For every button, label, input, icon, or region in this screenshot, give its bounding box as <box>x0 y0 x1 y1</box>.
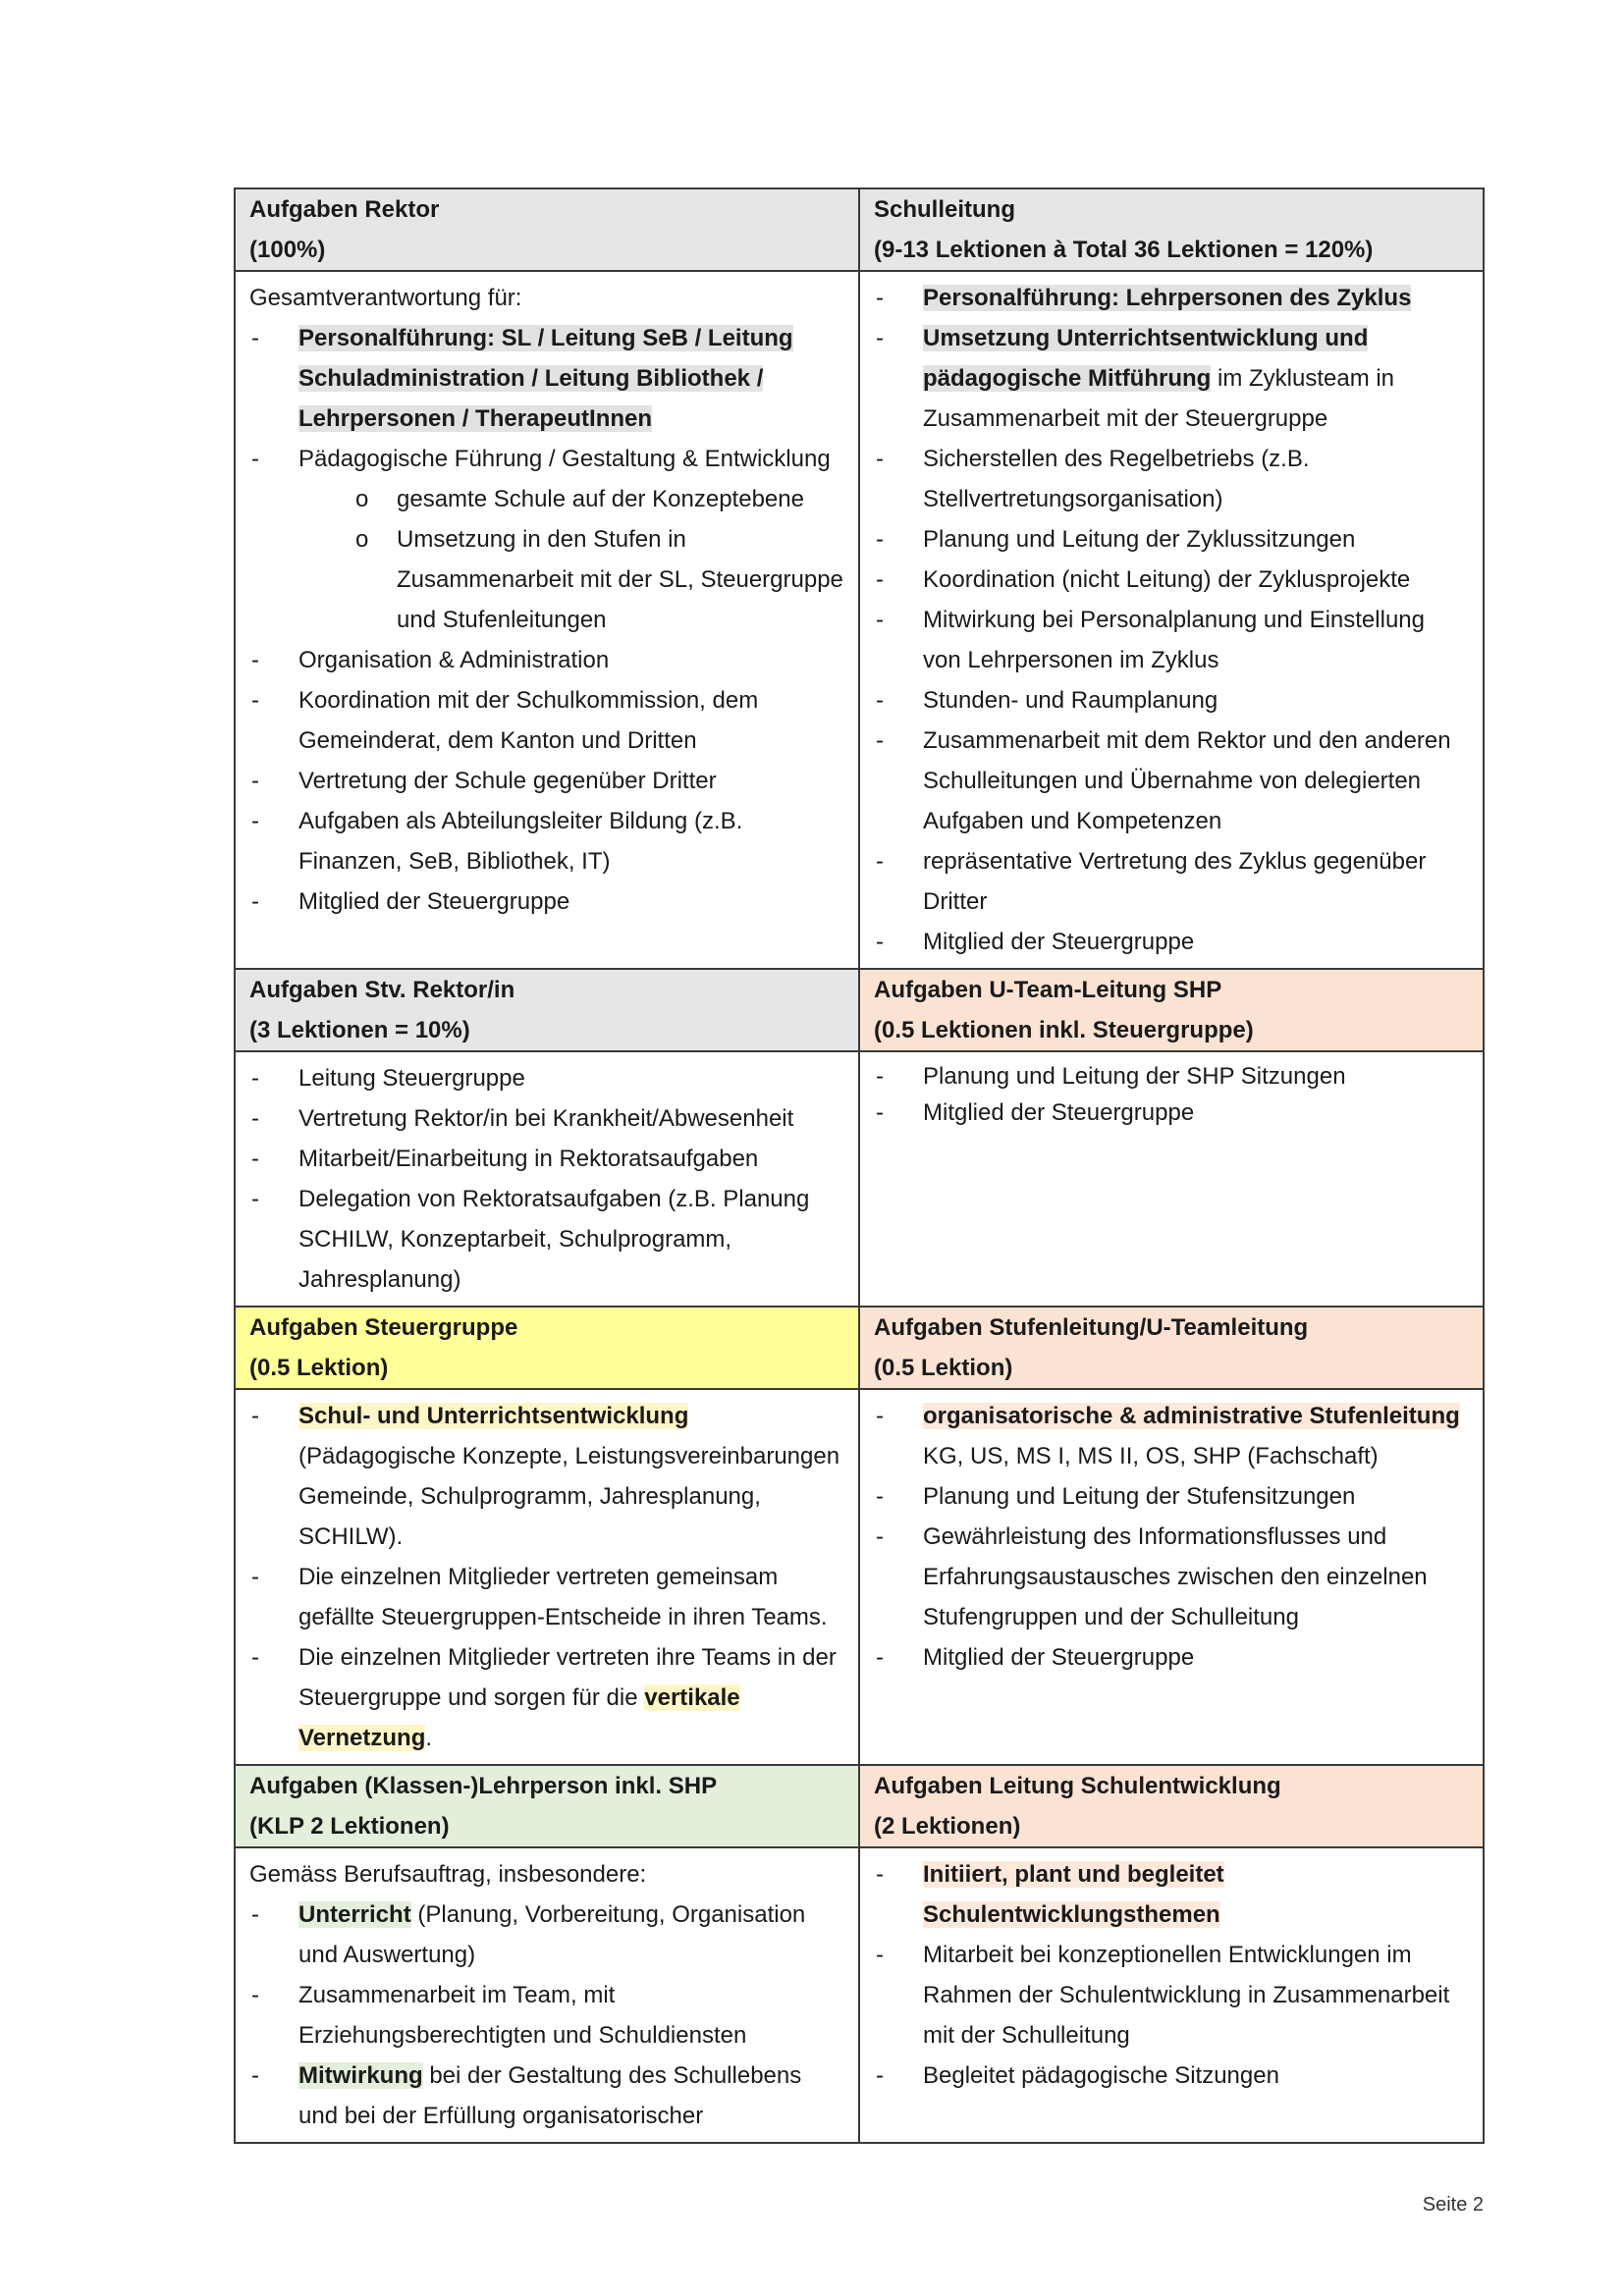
sub-list-item <box>298 479 844 519</box>
list-item <box>249 1895 844 1975</box>
list-item <box>874 680 1469 721</box>
item-text: Zusammenarbeit im Team, mit Erziehungsberechtigten und Schuldiensten <box>298 1982 747 2049</box>
header-cell-stv-rektor <box>235 969 859 1051</box>
section-body-row <box>235 1847 1484 2143</box>
list-item <box>874 1935 1469 2056</box>
task-list <box>249 1396 844 1758</box>
item-text: (Planung, Vorbereitung, Organisation und Auswertung) <box>298 1901 806 1968</box>
list-item <box>249 801 844 881</box>
item-text: Stunden- und Raumplanung <box>923 687 1218 714</box>
highlight-text: Personalführung: Lehrpersonen des Zyklus <box>923 285 1412 311</box>
list-item <box>249 439 844 640</box>
item-text: (Pädagogische Konzepte, Leistungsvereinbarungen Gemeinde, Schulprogramm, Jahresplanung, SCHILW). <box>298 1443 840 1550</box>
highlight-text: Mitwirkung <box>298 2062 423 2089</box>
section-title: Aufgaben Steuergruppe <box>249 1314 518 1341</box>
section-subtitle: (KLP 2 Lektionen) <box>249 1813 450 1840</box>
header-cell-schulentwicklung <box>859 1765 1484 1847</box>
list-item <box>874 922 1469 962</box>
list-item <box>249 1058 844 1098</box>
item-text: Organisation & Administration <box>298 647 610 673</box>
task-list <box>874 1854 1469 2096</box>
section-title: Aufgaben (Klassen-)Lehrperson inkl. SHP <box>249 1773 718 1799</box>
list-item <box>249 1098 844 1139</box>
item-text: Zusammenarbeit mit dem Rektor und den anderen Schulleitungen und Übernahme von delegierten Aufgaben und Kompetenzen <box>923 727 1451 834</box>
list-item <box>249 2056 844 2136</box>
section-title: Aufgaben U-Team-Leitung SHP <box>874 977 1222 1003</box>
section-header-row <box>235 188 1484 271</box>
item-text: Mitglied der Steuergruppe <box>298 888 570 915</box>
section-header-row <box>235 1765 1484 1847</box>
body-cell-stv-rektor <box>235 1051 859 1307</box>
list-item <box>249 640 844 680</box>
highlight-text: organisatorische & administrative Stufenleitung <box>923 1403 1460 1429</box>
section-subtitle: (0.5 Lektionen inkl. Steuergruppe) <box>874 1017 1254 1043</box>
sub-item-text: Umsetzung in den Stufen in Zusammenarbeit mit der SL, Steuergruppe und Stufenleitungen <box>397 526 843 633</box>
highlight-text: Umsetzung Unterrichtsentwicklung und pädagogische Mitführung <box>923 325 1369 392</box>
section-title: Aufgaben Leitung Schulentwicklung <box>874 1773 1281 1799</box>
sub-item-text: gesamte Schule auf der Konzeptebene <box>397 486 804 512</box>
highlight-text: Schul- und Unterrichtsentwicklung <box>298 1403 689 1429</box>
list-item <box>249 1179 844 1300</box>
list-item <box>874 2056 1469 2096</box>
section-title: Aufgaben Stv. Rektor/in <box>249 977 515 1003</box>
highlight-text: vertikale Vernetzung <box>298 1684 740 1751</box>
item-text: Mitarbeit bei konzeptionellen Entwicklungen im Rahmen der Schulentwicklung in Zusammenarbeit mit der Schulleitung <box>923 1942 1450 2049</box>
list-item <box>874 721 1469 841</box>
item-text: Die einzelnen Mitglieder vertreten gemeinsam gefällte Steuergruppen-Entscheide in ihren Teams. <box>298 1564 828 1630</box>
list-item <box>249 318 844 439</box>
cell-intro: Gemäss Berufsauftrag, insbesondere: <box>249 1861 647 1888</box>
item-text: Vertretung der Schule gegenüber Dritter <box>298 768 717 794</box>
highlight-text: Unterricht <box>298 1901 411 1928</box>
item-text: Gewährleistung des Informationsflusses und Erfahrungsaustausches zwischen den einzelnen Stufengruppen und der Schulleitung <box>923 1523 1428 1630</box>
section-subtitle: (100%) <box>249 237 326 263</box>
item-text: Sicherstellen des Regelbetriebs (z.B. Stellvertretungsorganisation) <box>923 446 1310 512</box>
list-item <box>874 1476 1469 1517</box>
section-subtitle: (3 Lektionen = 10%) <box>249 1017 470 1043</box>
item-text: Begleitet pädagogische Sitzungen <box>923 2062 1279 2089</box>
sub-list <box>298 479 844 640</box>
body-cell-schulentwicklung <box>859 1847 1484 2143</box>
item-text: Planung und Leitung der Stufensitzungen <box>923 1483 1356 1510</box>
list-item <box>874 439 1469 519</box>
item-text: bei der Gestaltung des Schullebens und bei der Erfüllung organisatorischer <box>298 2062 802 2129</box>
list-item <box>874 318 1469 439</box>
list-item <box>249 1557 844 1637</box>
item-text: Vertretung Rektor/in bei Krankheit/Abwesenheit <box>298 1105 794 1132</box>
item-text: Mitwirkung bei Personalplanung und Einstellung von Lehrpersonen im Zyklus <box>923 607 1425 673</box>
section-subtitle: (0.5 Lektion) <box>249 1355 389 1381</box>
item-text: Aufgaben als Abteilungsleiter Bildung (z.B. Finanzen, SeB, Bibliothek, IT) <box>298 808 743 875</box>
highlight-text: Personalführung: SL / Leitung SeB / Leitung Schuladministration / Leitung Bibliothek / Lehrpersonen / TherapeutInnen <box>298 325 793 432</box>
list-item <box>249 1139 844 1179</box>
body-cell-lehrperson <box>235 1847 859 2143</box>
body-cell-stufenleitung <box>859 1389 1484 1765</box>
list-item <box>874 1396 1469 1476</box>
item-text: Leitung Steuergruppe <box>298 1065 525 1092</box>
roles-table <box>234 187 1485 2144</box>
task-list <box>249 1058 844 1300</box>
list-item <box>874 519 1469 560</box>
page-number: Seite 2 <box>1422 2194 1484 2216</box>
section-subtitle: (9-13 Lektionen à Total 36 Lektionen = 120%) <box>874 237 1374 263</box>
item-text: Planung und Leitung der Zyklussitzungen <box>923 526 1356 553</box>
header-cell-stufenleitung <box>859 1307 1484 1389</box>
list-item <box>249 761 844 801</box>
item-text-tail: . <box>425 1725 433 1751</box>
item-text: Planung und Leitung der SHP Sitzungen <box>923 1063 1346 1090</box>
sub-list-item <box>298 519 844 640</box>
list-item <box>874 1854 1469 1935</box>
cell-intro: Gesamtverantwortung für: <box>249 285 522 311</box>
section-body-row <box>235 1389 1484 1765</box>
section-header-row <box>235 969 1484 1051</box>
list-item <box>874 841 1469 922</box>
list-item <box>249 1975 844 2056</box>
list-item <box>874 1058 1469 1095</box>
header-cell-rektor <box>235 188 859 271</box>
list-item <box>249 680 844 761</box>
section-title: Schulleitung <box>874 196 1015 223</box>
item-text: Koordination (nicht Leitung) der Zyklusprojekte <box>923 566 1411 593</box>
task-list <box>874 1396 1469 1678</box>
header-cell-lehrperson <box>235 1765 859 1847</box>
section-subtitle: (0.5 Lektion) <box>874 1355 1013 1381</box>
list-item <box>874 1095 1469 1131</box>
list-item <box>874 278 1469 318</box>
body-cell-steuergruppe <box>235 1389 859 1765</box>
item-text: Mitglied der Steuergruppe <box>923 929 1195 955</box>
list-item <box>874 1637 1469 1678</box>
item-text: Die einzelnen Mitglieder vertreten ihre Teams in der Steuergruppe und sorgen für die <box>298 1644 837 1711</box>
body-cell-u-team-shp <box>859 1051 1484 1307</box>
list-item <box>249 1637 844 1758</box>
header-cell-steuergruppe <box>235 1307 859 1389</box>
list-item <box>874 600 1469 680</box>
item-text: Delegation von Rektoratsaufgaben (z.B. Planung SCHILW, Konzeptarbeit, Schulprogramm, Jahresplanung) <box>298 1186 810 1293</box>
task-list <box>874 278 1469 962</box>
item-text: Mitglied der Steuergruppe <box>923 1099 1195 1126</box>
header-cell-schulleitung <box>859 188 1484 271</box>
item-text: KG, US, MS I, MS II, OS, SHP (Fachschaft) <box>923 1443 1379 1469</box>
task-list <box>249 318 844 922</box>
list-item <box>249 881 844 922</box>
section-body-row <box>235 1051 1484 1307</box>
list-item <box>249 1396 844 1557</box>
list-item <box>874 1517 1469 1637</box>
task-list <box>249 1895 844 2136</box>
body-cell-rektor <box>235 271 859 969</box>
item-text: Mitglied der Steuergruppe <box>923 1644 1195 1671</box>
task-list <box>874 1058 1469 1131</box>
section-subtitle: (2 Lektionen) <box>874 1813 1021 1840</box>
section-title: Aufgaben Rektor <box>249 196 440 223</box>
item-text: Koordination mit der Schulkommission, dem Gemeinderat, dem Kanton und Dritten <box>298 687 759 754</box>
item-text: im Zyklusteam in Zusammenarbeit mit der Steuergruppe <box>923 365 1395 432</box>
section-title: Aufgaben Stufenleitung/U-Teamleitung <box>874 1314 1309 1341</box>
item-text: Mitarbeit/Einarbeitung in Rektoratsaufgaben <box>298 1146 759 1172</box>
list-item <box>874 560 1469 600</box>
highlight-text: Initiiert, plant und begleitet Schulentwicklungsthemen <box>923 1861 1224 1928</box>
item-text: Pädagogische Führung / Gestaltung & Entwicklung <box>298 446 831 472</box>
section-header-row <box>235 1307 1484 1389</box>
body-cell-schulleitung <box>859 271 1484 969</box>
item-text: repräsentative Vertretung des Zyklus gegenüber Dritter <box>923 848 1427 915</box>
section-body-row <box>235 271 1484 969</box>
header-cell-u-team-shp <box>859 969 1484 1051</box>
